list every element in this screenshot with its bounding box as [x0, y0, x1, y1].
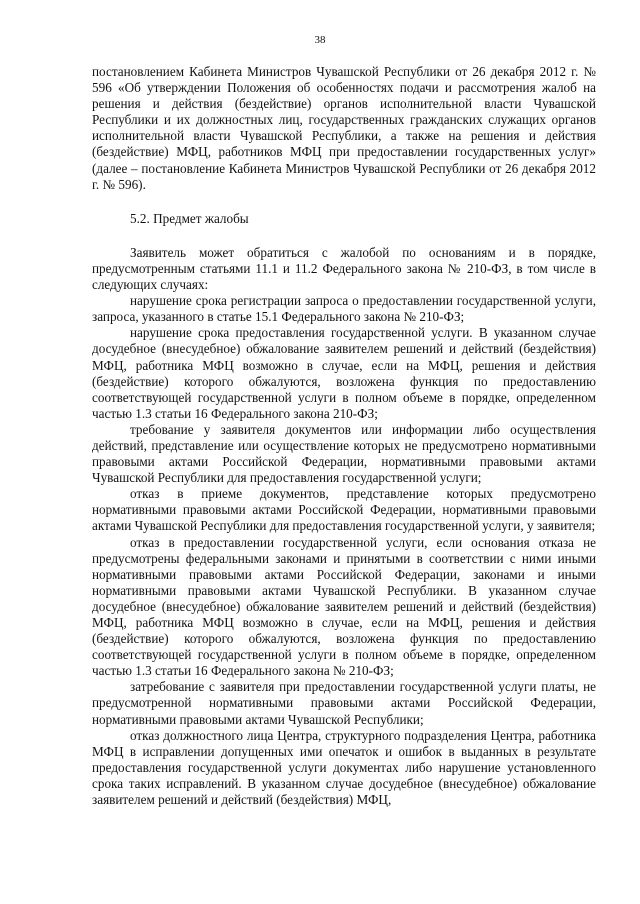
lead-paragraph: Заявитель может обратиться с жалобой по основаниям и в порядке, предусмотренным статьями 11.1 и 11.2 Федерального закона № 210-ФЗ, в том числе в следующих случаях:	[92, 244, 596, 293]
complaint-item-1: нарушение срока регистрации запроса о предоставлении государственной услуги, запроса, указанного в статье 15.1 Федерального закона № 210-ФЗ;	[92, 293, 596, 325]
complaint-item-4: отказ в приеме документов, представление которых предусмотрено нормативными правовыми актами Российской Федерации, нормативными правовыми актами Чувашской Республики для предоставления государственной услуги, у заявителя;	[92, 486, 596, 534]
page-number: 38	[314, 34, 326, 46]
section-heading: 5.2. Предмет жалобы	[130, 210, 249, 226]
complaint-item-5: отказ в предоставлении государственной услуги, если основания отказа не предусмотрены федеральными законами и принятыми в соответствии с ними иными нормативными правовыми актами Российской Федерации, законами и иными нормативными правовыми актами Чувашской Республики. В указанном случае досудебное (внесудебное) обжалование заявителем решений и действий (бездействия) МФЦ, работника МФЦ возможно в случае, если на МФЦ, решения и действия (бездействие) которого обжалуются, возложена функция по предоставлению соответствующей государственной услуги в полном объеме в порядке, определенном частью 1.3 статьи 16 Федерального закона № 210-ФЗ;	[92, 534, 596, 679]
document-body	[92, 64, 596, 808]
complaint-item-3: требование у заявителя документов или информации либо осуществления действий, представление или осуществление которых не предусмотрено нормативными правовыми актами Российской Федерации, нормативными правовыми актами Чувашской Республики для предоставления государственной услуги;	[92, 421, 596, 486]
complaint-item-6: затребование с заявителя при предоставлении государственной услуги платы, не предусмотренной нормативными правовыми актами Российской Федерации, нормативными правовыми актами Чувашской Республики;	[92, 679, 596, 727]
complaint-item-7: отказ должностного лица Центра, структурного подразделения Центра, работника МФЦ в исправлении допущенных ими опечаток и ошибок в выданных в результате предоставления государственной услуги документах либо нарушение установленного срока таких исправлений. В указанном случае досудебное (внесудебное) обжалование заявителем решений и действий (бездействия) МФЦ,	[92, 727, 596, 808]
complaint-item-2: нарушение срока предоставления государственной услуги. В указанном случае досудебное (внесудебное) обжалование заявителем решений и действий (бездействия) МФЦ, работника МФЦ возможно в случае, если на МФЦ, решения и действия (бездействие) которого обжалуются, возложена функция по предоставлению соответствующей государственной услуги в полном объеме в порядке, определенном частью 1.3 статьи 16 Федерального закона 210-ФЗ;	[92, 325, 596, 421]
intro-paragraph: постановлением Кабинета Министров Чувашской Республики от 26 декабря 2012 г. № 596 «Об утверждении Положения об особенностях подачи и рассмотрения жалоб на решения и действия (бездействие) органов исполнительной власти Чувашской Республики и их должностных лиц, государственных гражданских служащих органов исполнительной власти Чувашской Республики, а также на решения и действия (бездействие) МФЦ, работников МФЦ при предоставлении государственных услуг» (далее – постановление Кабинета Министров Чувашской Республики от 26 декабря 2012 г. № 596).	[92, 64, 596, 192]
